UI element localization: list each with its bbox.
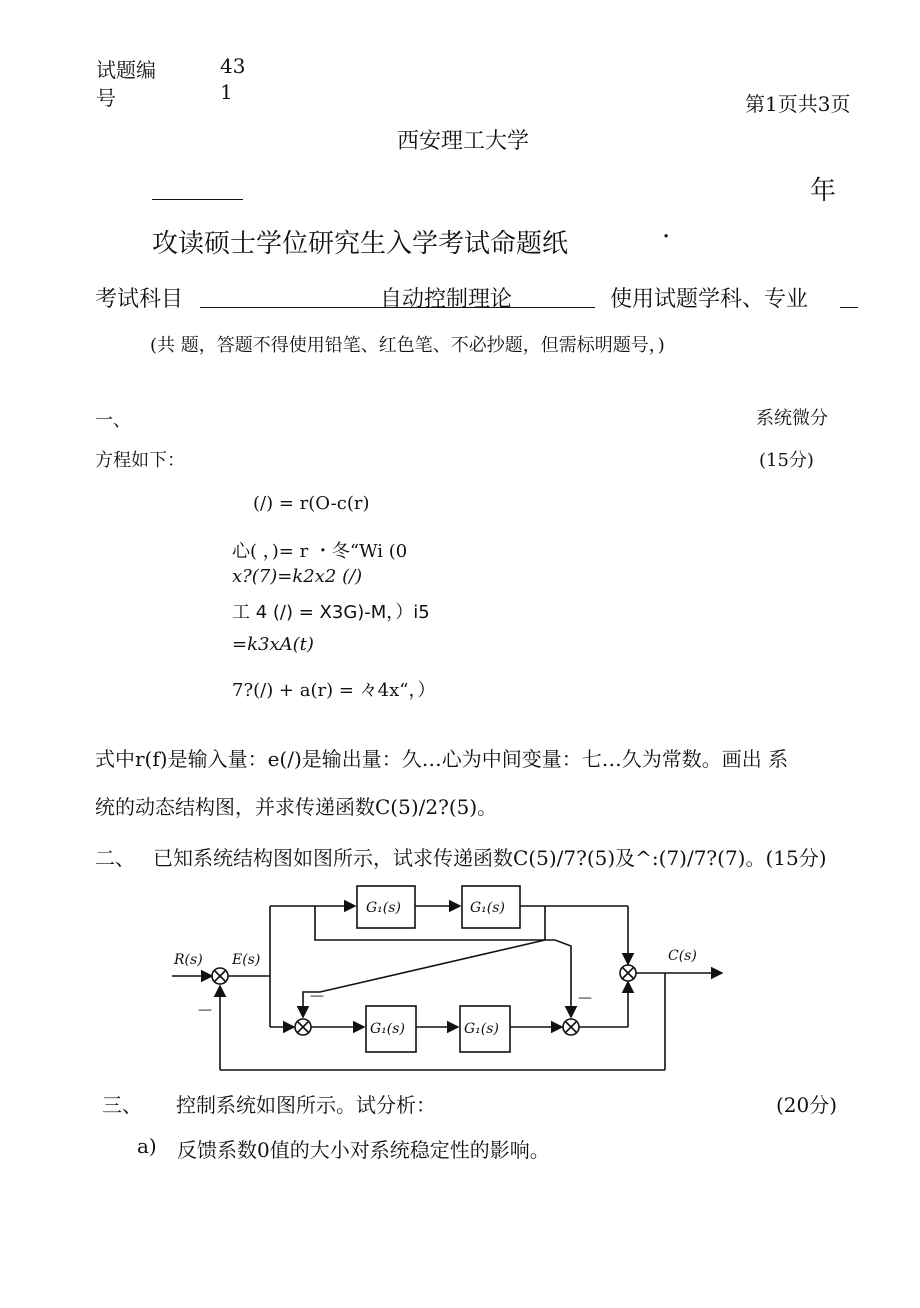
label-g4: G₁(s)	[464, 1021, 499, 1037]
subject-value: 自动控制理论	[380, 287, 513, 312]
q1-lead-right: 系统微分	[756, 408, 828, 429]
block-diagram	[160, 870, 740, 1080]
q1-eq4: 工 4 (/) = X3G)-M，）i5	[232, 602, 430, 623]
q1-eq3: x?(7)=k2x2 (/)	[232, 566, 363, 587]
q1-desc-line1: 式中r(f)是输入量：e(/)是输出量：久…心为中间变量：七…久为常数。画出 系	[95, 747, 789, 771]
q1-eq2: 心( ，)= r ・冬“Wi (0	[232, 541, 408, 562]
q3-item-a-label: a)	[137, 1134, 157, 1158]
year-suffix: 年	[810, 176, 837, 206]
minus-sign-2: —	[578, 990, 592, 1006]
year-blank-line	[152, 199, 243, 200]
title-dot: ·	[662, 222, 671, 252]
q2-text: 已知系统结构图如图所示，试求传递函数C(5)/7?(5)及^:(7)/7?(7)。(15分)	[153, 846, 827, 870]
code-value-line2: 1	[220, 80, 233, 104]
instructions-note: (共 题，答题不得使用铅笔、红色笔、不必抄题，但需标明题号，)	[150, 335, 665, 356]
label-g3: G₁(s)	[370, 1021, 405, 1037]
label-input: R(s)	[174, 952, 203, 968]
label-error: E(s)	[232, 952, 261, 968]
q1-desc-line2: 统的动态结构图，并求传递函数C(5)/2?(5)。	[95, 795, 498, 819]
label-g2: G₁(s)	[470, 900, 505, 916]
code-value-line1: 43	[220, 54, 246, 78]
code-label-line2: 号	[96, 86, 116, 110]
label-g1: G₁(s)	[366, 900, 401, 916]
q1-eq1: (/) = r(O-c(r)	[253, 493, 370, 514]
q3-item-a-text: 反馈系数0值的大小对系统稳定性的影响。	[177, 1138, 550, 1162]
q1-score: (15分)	[759, 450, 814, 471]
q1-number: 一、	[95, 410, 131, 431]
q1-eq6: 7?(/) + a(r) = 々4x“，）	[232, 680, 436, 701]
q1-lead-left: 方程如下：	[95, 450, 185, 471]
page-info: 第1页共3页	[745, 92, 851, 116]
q1-eq5: =k3xA(t)	[232, 634, 314, 655]
q3-text: 控制系统如图所示。试分析：	[176, 1093, 436, 1117]
code-label-line1: 试题编	[96, 58, 156, 82]
major-underline	[840, 307, 858, 308]
minus-sign-1: —	[310, 988, 324, 1004]
page-title: 攻读硕士学位研究生入学考试命题纸	[152, 229, 569, 259]
subject-label: 考试科目	[95, 287, 184, 312]
q2-number: 二、	[95, 846, 135, 870]
q3-score: (20分)	[776, 1093, 838, 1117]
q3-number: 三、	[102, 1093, 142, 1117]
label-output: C(s)	[668, 948, 697, 964]
minus-sign-3: —	[198, 1002, 212, 1018]
major-label: 使用试题学科、专业	[610, 287, 809, 312]
university-name: 西安理工大学	[397, 129, 530, 154]
